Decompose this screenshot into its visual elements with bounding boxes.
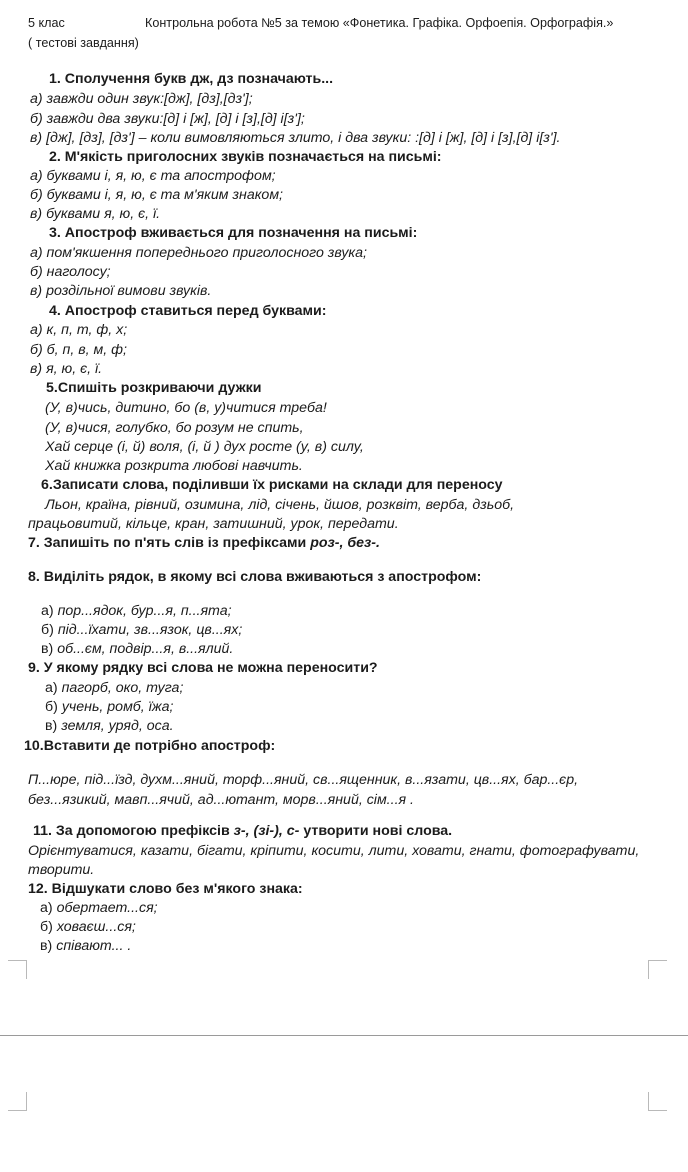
question-11-words-line-2: творити. [28,862,95,878]
question-11-text: 11. За допомогою префіксів [33,823,230,839]
question-3-option-b: б) наголосу; [30,264,111,280]
option-text: пор...ядок, бур...я, п...ята; [57,603,232,619]
question-1-option-a: а) завжди один звук:[дж], [дз],[дз']; [30,91,253,107]
option-letter: в) [41,641,54,657]
option-text: обертает...ся; [56,900,158,916]
question-5-line: (У, в)чись, дитино, бо (в, у)читися треба! [45,400,327,416]
option-letter: б) [41,622,54,638]
question-12-option-b [40,918,136,936]
question-4-option-a: а) к, п, т, ф, х; [30,322,128,338]
option-letter: в) [45,718,58,734]
option-text: співают... . [56,938,132,954]
question-5-line: Хай серце (і, й) воля, (і, й ) дух росте (у, в) силу, [45,439,364,455]
question-4-option-c: в) я, ю, є, ї. [30,361,103,377]
question-12-option-c [40,937,131,955]
option-letter: а) [41,603,54,619]
page-corner-mark [648,960,667,979]
question-8-option-b [41,621,242,639]
question-1-title: 1. Сполучення букв дж, дз позначають... [49,71,334,87]
question-11-prefixes: з-, (зі-), с- [233,823,300,839]
question-8-title: 8. Виділіть рядок, в якому всі слова вживаються з апострофом: [28,569,482,585]
question-11-text-end: утворити нові слова. [303,823,453,839]
option-letter: а) [45,680,58,696]
question-5-line: (У, в)чися, голубко, бо розум не спить, [45,420,304,436]
question-3-option-a: а) пом'якшення попереднього приголосного звука; [30,245,367,261]
question-3-option-c: в) роздільної вимови звуків. [30,283,212,299]
question-6-title: 6.Записати слова, поділивши їх рисками на склади для переносу [41,477,503,493]
option-letter: б) [40,919,53,935]
question-9-option-c [45,717,174,735]
grade-label: 5 клас [28,16,65,30]
question-12-option-a [40,899,158,917]
question-11-words-line-1: Орієнтуватися, казати, бігати, кріпити, косити, лити, ховати, гнати, фотографувати, [28,843,640,859]
option-letter: б) [45,699,58,715]
question-2-option-a: а) буквами і, я, ю, є та апострофом; [30,168,276,184]
question-7-title [28,534,380,552]
question-6-words-line-2: працьовитий, кільце, кран, затишний, урок, передати. [28,516,399,532]
question-2-title: 2. М'якість приголосних звуків позначається на письмі: [49,149,442,165]
option-text: земля, уряд, оса. [61,718,174,734]
option-text: ховаєш...ся; [56,919,136,935]
question-9-title: 9. У якому рядку всі слова не можна переносити? [28,660,378,676]
question-4-title: 4. Апостроф ставиться перед буквами: [49,303,327,319]
question-10-words-line-1: П...юре, під...їзд, духм...яний, торф...яний, св...ященник, в...язати, цв...ях, бар...єр, [28,772,579,788]
question-9-option-a [45,679,183,697]
option-text: учень, ромб, їжа; [61,699,174,715]
page-corner-mark [8,960,27,979]
option-text: об...єм, подвір...я, в...ялий. [57,641,234,657]
option-letter: а) [40,900,53,916]
document-title: Контрольна робота №5 за темою «Фонетика. Графіка. Орфоепія. Орфографія.» [145,16,614,30]
page-corner-mark [8,1092,27,1111]
question-7-prefixes: роз-, без-. [310,535,380,551]
question-10-title: 10.Вставити де потрібно апостроф: [24,738,276,754]
question-8-option-c [41,640,233,658]
option-text: під...їхати, зв...язок, цв...ях; [57,622,243,638]
question-10-words-line-2: без...язикий, мавп...ячий, ад...ютант, морв...яний, сім...я . [28,792,414,808]
question-5-title: 5.Спишіть розкриваючи дужки [46,380,262,396]
page-divider [0,1035,688,1036]
question-8-option-a [41,602,232,620]
page-corner-mark [648,1092,667,1111]
question-7-text: 7. Запишіть по п'ять слів із префіксами [28,535,307,551]
question-2-option-b: б) буквами і, я, ю, є та м'яким знаком; [30,187,283,203]
option-letter: в) [40,938,53,954]
question-1-option-c: в) [дж], [дз], [дз'] – коли вимовляються злито, і два звуки: :[д] і [ж], [д] і [з],[д] і[з']. [30,130,561,146]
question-9-option-b [45,698,173,716]
question-5-line: Хай книжка розкрита любові навчить. [45,458,303,474]
option-text: пагорб, око, туга; [61,680,184,696]
question-4-option-b: б) б, п, в, м, ф; [30,342,127,358]
question-12-title: 12. Відшукати слово без м'якого знака: [28,881,303,897]
question-3-title: 3. Апостроф вживається для позначення на письмі: [49,225,418,241]
question-1-option-b: б) завжди два звуки:[д] і [ж], [д] і [з],[д] і[з']; [30,111,305,127]
question-2-option-c: в) буквами я, ю, є, ї. [30,206,161,222]
question-6-words-line-1: Льон, країна, рівний, озимина, лід, січень, йшов, розквіт, верба, дзьоб, [45,497,515,513]
question-11-title [33,822,452,840]
document-subtitle: ( тестові завдання) [28,36,139,50]
